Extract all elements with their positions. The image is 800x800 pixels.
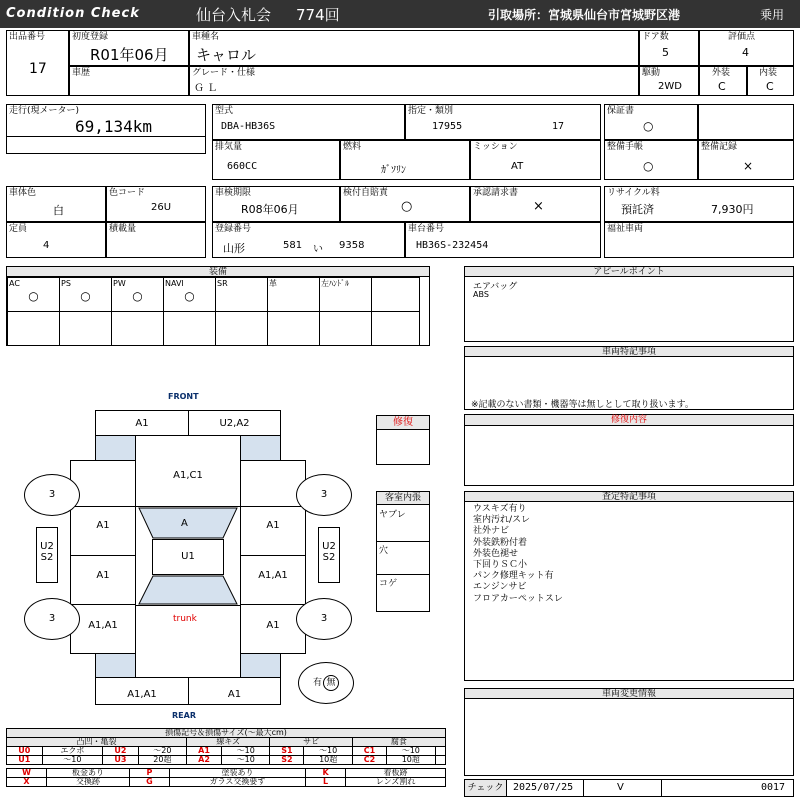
- mission-value: AT: [511, 161, 524, 172]
- grade-label: グレード・仕様: [192, 68, 256, 78]
- displacement-box: [212, 140, 340, 180]
- zone-rear-door-right: A1,A1: [240, 555, 306, 605]
- doors-label: ドア数: [642, 32, 669, 42]
- special-title: 車両特記事項: [464, 346, 794, 357]
- step-right-mark: U2 S2: [322, 541, 336, 563]
- capacity-value: 4: [43, 240, 50, 251]
- zone-front-left: A1: [95, 410, 189, 436]
- legend-header-dent: 凸凹・亀裂: [7, 738, 187, 747]
- equipment-label: PW: [113, 279, 126, 288]
- car-name-value: キャロル: [196, 46, 257, 64]
- zone-headlight-left: [95, 435, 136, 461]
- check-footer: [464, 779, 794, 797]
- first-reg-label: 初度登録: [72, 32, 109, 42]
- appeal-line-1: エアバッグ: [473, 282, 518, 292]
- assessment-line: パンク修理キット有: [473, 571, 554, 582]
- special-note: ※記載のない書類・機器等は無しとして取り扱います。: [471, 400, 694, 410]
- equipment-5: [215, 277, 268, 312]
- legend-text: 10超: [304, 756, 352, 765]
- maint-box: [698, 140, 794, 180]
- history-box: [69, 66, 189, 96]
- model-value: DBA-HB36S: [221, 121, 276, 132]
- plate-kana: い: [313, 244, 323, 255]
- warranty-extra-box: [698, 104, 794, 140]
- plate-number: 9358: [339, 240, 365, 251]
- legend-code: S1: [270, 747, 304, 756]
- zone-rear-left: A1,A1: [95, 677, 189, 705]
- legend-code: C1: [352, 747, 386, 756]
- step-right: [318, 527, 340, 583]
- displacement-value: 660CC: [227, 161, 258, 172]
- auction-session: 774回: [296, 6, 340, 24]
- equipment-6: [267, 277, 320, 312]
- legend-text: 着板跡: [346, 769, 446, 778]
- score-label: 評価点: [728, 32, 756, 42]
- equipment-label: AC: [9, 279, 20, 288]
- warranty-box: [604, 104, 698, 140]
- load-box: [106, 222, 206, 258]
- legend-code: S2: [270, 756, 304, 765]
- cabin-item-hole: 穴: [379, 546, 389, 556]
- assessment-line: 下回りＳＣ小: [473, 560, 528, 570]
- tire-front-left: 3: [24, 474, 80, 516]
- cabin-box: [376, 491, 430, 612]
- zone-taillight-right: [240, 653, 281, 678]
- plate-box: [212, 222, 405, 258]
- warranty-value: ○: [643, 119, 654, 133]
- recycle-fee: 7,930円: [711, 203, 754, 216]
- welfare-label: 福祉車両: [607, 224, 644, 234]
- assessment-line: 社外ナビ: [473, 526, 510, 537]
- car-name-box: [189, 30, 639, 66]
- assessment-line: 室内汚れ/スレ: [473, 515, 531, 526]
- equipment-3: [111, 277, 164, 312]
- equipment-empty: [371, 277, 420, 312]
- equipment-empty: [163, 311, 216, 346]
- manual-label: 整備手帳: [607, 142, 644, 152]
- color-code-box: [106, 186, 206, 222]
- equipment-empty: [319, 311, 372, 346]
- chassis-value: HB36S-232454: [416, 240, 489, 251]
- auction-name: 仙台入札会: [196, 6, 272, 24]
- repair-flag-label: 修復: [377, 416, 429, 430]
- assessment-line: ウスキズ有り: [473, 504, 527, 514]
- legend-header-scratch: 線キズ: [187, 738, 270, 747]
- model-label: 型式: [215, 106, 234, 116]
- interior-label: 内装: [759, 68, 778, 78]
- legend-header-corrosion: 腐食: [352, 738, 445, 747]
- cabin-item-burn: コゲ: [379, 579, 398, 589]
- repair-flag-box: [376, 415, 430, 465]
- exterior-value: C: [718, 80, 726, 93]
- color-code-value: 26U: [151, 202, 172, 213]
- zone-front-door-right: A1: [240, 506, 306, 556]
- legend-title: 損傷記号＆損傷サイズ(〜最大cm): [7, 729, 446, 738]
- chassis-label: 車台番号: [408, 224, 445, 234]
- check-number: 0017: [761, 782, 786, 793]
- warranty-label: 保証書: [607, 106, 635, 116]
- equipment-title: 装備: [6, 266, 430, 277]
- changes-title: 車両変更情報: [464, 688, 794, 699]
- designation-label: 指定・類別: [408, 106, 454, 116]
- drive-box: [639, 66, 699, 96]
- drive-label: 駆動: [642, 68, 661, 78]
- equipment-label: SR: [217, 279, 228, 288]
- equipment-empty: [111, 311, 164, 346]
- legend-code: U1: [7, 756, 43, 765]
- assessment-line: フロアカーペットスレ: [473, 593, 563, 604]
- legend-code: P: [129, 769, 169, 778]
- first-reg-box: [69, 30, 189, 66]
- rear-label: REAR: [172, 711, 196, 720]
- legend-code: A2: [187, 756, 222, 765]
- legend-code: G: [129, 778, 169, 787]
- fuel-box: [340, 140, 470, 180]
- claim-label: 承認請求書: [473, 188, 519, 198]
- zone-front-right: U2,A2: [188, 410, 281, 436]
- equipment-empty: [215, 311, 268, 346]
- tire-rear-left: 3: [24, 598, 80, 640]
- pickup-location: 引取場所：宮城県仙台市宮城野区港: [488, 8, 681, 22]
- manual-value: ○: [643, 159, 654, 173]
- equipment-empty: [7, 311, 60, 346]
- plate-label: 登録番号: [215, 224, 252, 234]
- spare-value: 無: [323, 675, 339, 691]
- mileage-sub-box: [6, 136, 206, 154]
- tire-rear-right: 3: [296, 598, 352, 640]
- legend-empty: [435, 756, 446, 765]
- trunk-label: trunk: [173, 614, 197, 624]
- category-no-value: 17: [552, 121, 565, 132]
- equipment-label: PS: [61, 279, 71, 288]
- zone-rear-fender-left: A1,A1: [70, 604, 136, 654]
- legend-code: K: [306, 769, 346, 778]
- equipment-label: NAVI: [165, 279, 184, 288]
- legend-text: 塗装あり: [169, 769, 305, 778]
- grade-box: [189, 66, 639, 96]
- zone-fender-left-outer: [70, 460, 136, 506]
- insurance-label: 検付自賠責: [343, 188, 389, 198]
- capacity-label: 定員: [9, 224, 28, 234]
- legend-text: 〜10: [222, 747, 270, 756]
- inspection-label: 車検期限: [215, 188, 252, 198]
- displacement-label: 排気量: [215, 142, 243, 152]
- maint-value: ×: [743, 159, 754, 173]
- fuel-value: ｶﾞｿﾘﾝ: [381, 165, 406, 176]
- doors-value: 5: [662, 46, 669, 59]
- legend-code: L: [306, 778, 346, 787]
- legend-text: レンズ割れ: [346, 778, 446, 787]
- zone-rear-door-left: A1: [70, 555, 136, 605]
- interior-box: [747, 66, 794, 96]
- legend-text: 20超: [138, 756, 186, 765]
- color-value: 白: [53, 204, 64, 217]
- equipment-value: ○: [28, 289, 39, 303]
- legend-code: A1: [187, 747, 222, 756]
- interior-value: C: [766, 80, 774, 93]
- legend-text: 〜10: [304, 747, 352, 756]
- appeal-title: アピールポイント: [464, 266, 794, 277]
- legend-code: U2: [103, 747, 139, 756]
- check-mark: V: [617, 782, 624, 793]
- lot-number-box: [6, 30, 69, 96]
- brand-title: Condition Check: [6, 6, 140, 21]
- equipment-value: ○: [184, 289, 195, 303]
- tire-front-right: 3: [296, 474, 352, 516]
- score-box: [699, 30, 794, 66]
- equipment-2: [59, 277, 112, 312]
- equipment-1: [7, 277, 60, 312]
- exterior-label: 外装: [712, 68, 731, 78]
- legend-text: 〜10: [42, 756, 103, 765]
- drive-value: 2WD: [658, 81, 682, 92]
- mission-box: [470, 140, 601, 180]
- equipment-empty: [59, 311, 112, 346]
- legend-code: C2: [352, 756, 386, 765]
- assessment-line: 外装色褪せ: [473, 548, 519, 559]
- step-left: [36, 527, 58, 583]
- plate-region: 山形: [223, 242, 245, 255]
- zone-front-door-left: A1: [70, 506, 136, 556]
- check-divider-2: [661, 780, 662, 796]
- recycle-box: [604, 186, 794, 222]
- equipment-empty: [371, 311, 420, 346]
- load-label: 積載量: [109, 224, 137, 234]
- equipment-label: 左ﾊﾝﾄﾞﾙ: [321, 279, 349, 288]
- legend-text: 〜10: [222, 756, 270, 765]
- manual-box: [604, 140, 698, 180]
- recycle-label: リサイクル料: [607, 188, 660, 198]
- header-bar: [0, 0, 800, 28]
- exterior-box: [699, 66, 747, 96]
- zone-headlight-right: [240, 435, 281, 461]
- changes-box: [464, 698, 794, 776]
- inspection-box: [212, 186, 340, 222]
- chassis-box: [405, 222, 601, 258]
- mileage-label: 走行(現メーター): [9, 106, 80, 116]
- equipment-grid: [6, 276, 430, 346]
- legend-text: エクボ: [42, 747, 103, 756]
- designation-value: 17955: [432, 121, 463, 132]
- front-label: FRONT: [168, 392, 199, 401]
- zone-windshield: A: [181, 518, 188, 529]
- designation-box: [405, 104, 601, 140]
- maint-label: 整備記録: [701, 142, 738, 152]
- history-label: 車歴: [72, 68, 91, 78]
- legend-text: 10超: [387, 756, 435, 765]
- check-divider-1: [583, 780, 584, 796]
- zone-rear-fender-right: A1: [240, 604, 306, 654]
- insurance-value: ○: [401, 199, 413, 214]
- lot-number: 17: [29, 61, 47, 77]
- legend-header-rust: サビ: [270, 738, 352, 747]
- legend-text: 〜20: [138, 747, 186, 756]
- zone-rear-right: A1: [188, 677, 281, 705]
- repair-box: [464, 425, 794, 486]
- assessment-box: [464, 501, 794, 681]
- repair-title: 修復内容: [464, 414, 794, 426]
- cabin-divider-1: [377, 541, 429, 542]
- equipment-label: 革: [269, 279, 277, 288]
- spare-label: 有: [312, 678, 322, 688]
- spare-tire: [298, 662, 354, 704]
- mileage-value: 69,134km: [75, 117, 153, 136]
- cabin-title: 客室内張: [377, 492, 429, 505]
- equipment-7: [319, 277, 372, 312]
- appeal-line-2: ABS: [473, 290, 489, 299]
- cabin-item-tear: ヤブレ: [379, 510, 406, 520]
- inspection-value: R08年06月: [241, 203, 299, 216]
- score-value: 4: [742, 46, 749, 59]
- fuel-label: 燃料: [343, 142, 362, 152]
- capacity-box: [6, 222, 106, 258]
- doors-box: [639, 30, 699, 66]
- zone-hood: A1,C1: [135, 435, 241, 507]
- model-box: [212, 104, 405, 140]
- equipment-4: [163, 277, 216, 312]
- cabin-divider-2: [377, 574, 429, 575]
- special-box: [464, 356, 794, 410]
- step-left-mark: U2 S2: [40, 541, 54, 563]
- grade-value: Ｇ Ｌ: [194, 83, 218, 94]
- legend-code: U3: [103, 756, 139, 765]
- assessment-title: 査定特記事項: [464, 491, 794, 502]
- lot-number-label: 出品番号: [9, 32, 46, 42]
- legend-text: 板金あり: [47, 769, 130, 778]
- category-badge: 乗用: [760, 8, 785, 22]
- color-box: [6, 186, 106, 222]
- claim-value: ×: [533, 199, 544, 214]
- legend-text: ガラス交換要す: [169, 778, 305, 787]
- assessment-line: 外装鉄粉付着: [473, 537, 528, 548]
- insurance-box: [340, 186, 470, 222]
- equipment-value: ○: [80, 289, 91, 303]
- legend-empty: [435, 747, 446, 756]
- color-code-label: 色コード: [109, 188, 146, 198]
- appeal-box: [464, 276, 794, 342]
- legend: [6, 728, 446, 787]
- equipment-value: ○: [132, 289, 143, 303]
- legend-text: 〜10: [387, 747, 435, 756]
- claim-box: [470, 186, 601, 222]
- welfare-box: [604, 222, 794, 258]
- car-name-label: 車種名: [192, 32, 220, 42]
- color-label: 車体色: [9, 188, 37, 198]
- legend-text: 交換跡: [47, 778, 130, 787]
- legend-code: W: [7, 769, 47, 778]
- check-label: チェック: [465, 780, 507, 796]
- legend-code: X: [7, 778, 47, 787]
- zone-taillight-left: [95, 653, 136, 678]
- assessment-line: エンジンサビ: [473, 582, 527, 593]
- legend-code: U0: [7, 747, 43, 756]
- plate-class: 581: [283, 240, 303, 251]
- mission-label: ミッション: [473, 142, 518, 152]
- recycle-status: 預託済: [621, 203, 654, 216]
- check-date: 2025/07/25: [513, 782, 574, 793]
- equipment-empty: [267, 311, 320, 346]
- first-reg-value: R01年06月: [90, 46, 169, 64]
- zone-roof: U1: [152, 539, 224, 575]
